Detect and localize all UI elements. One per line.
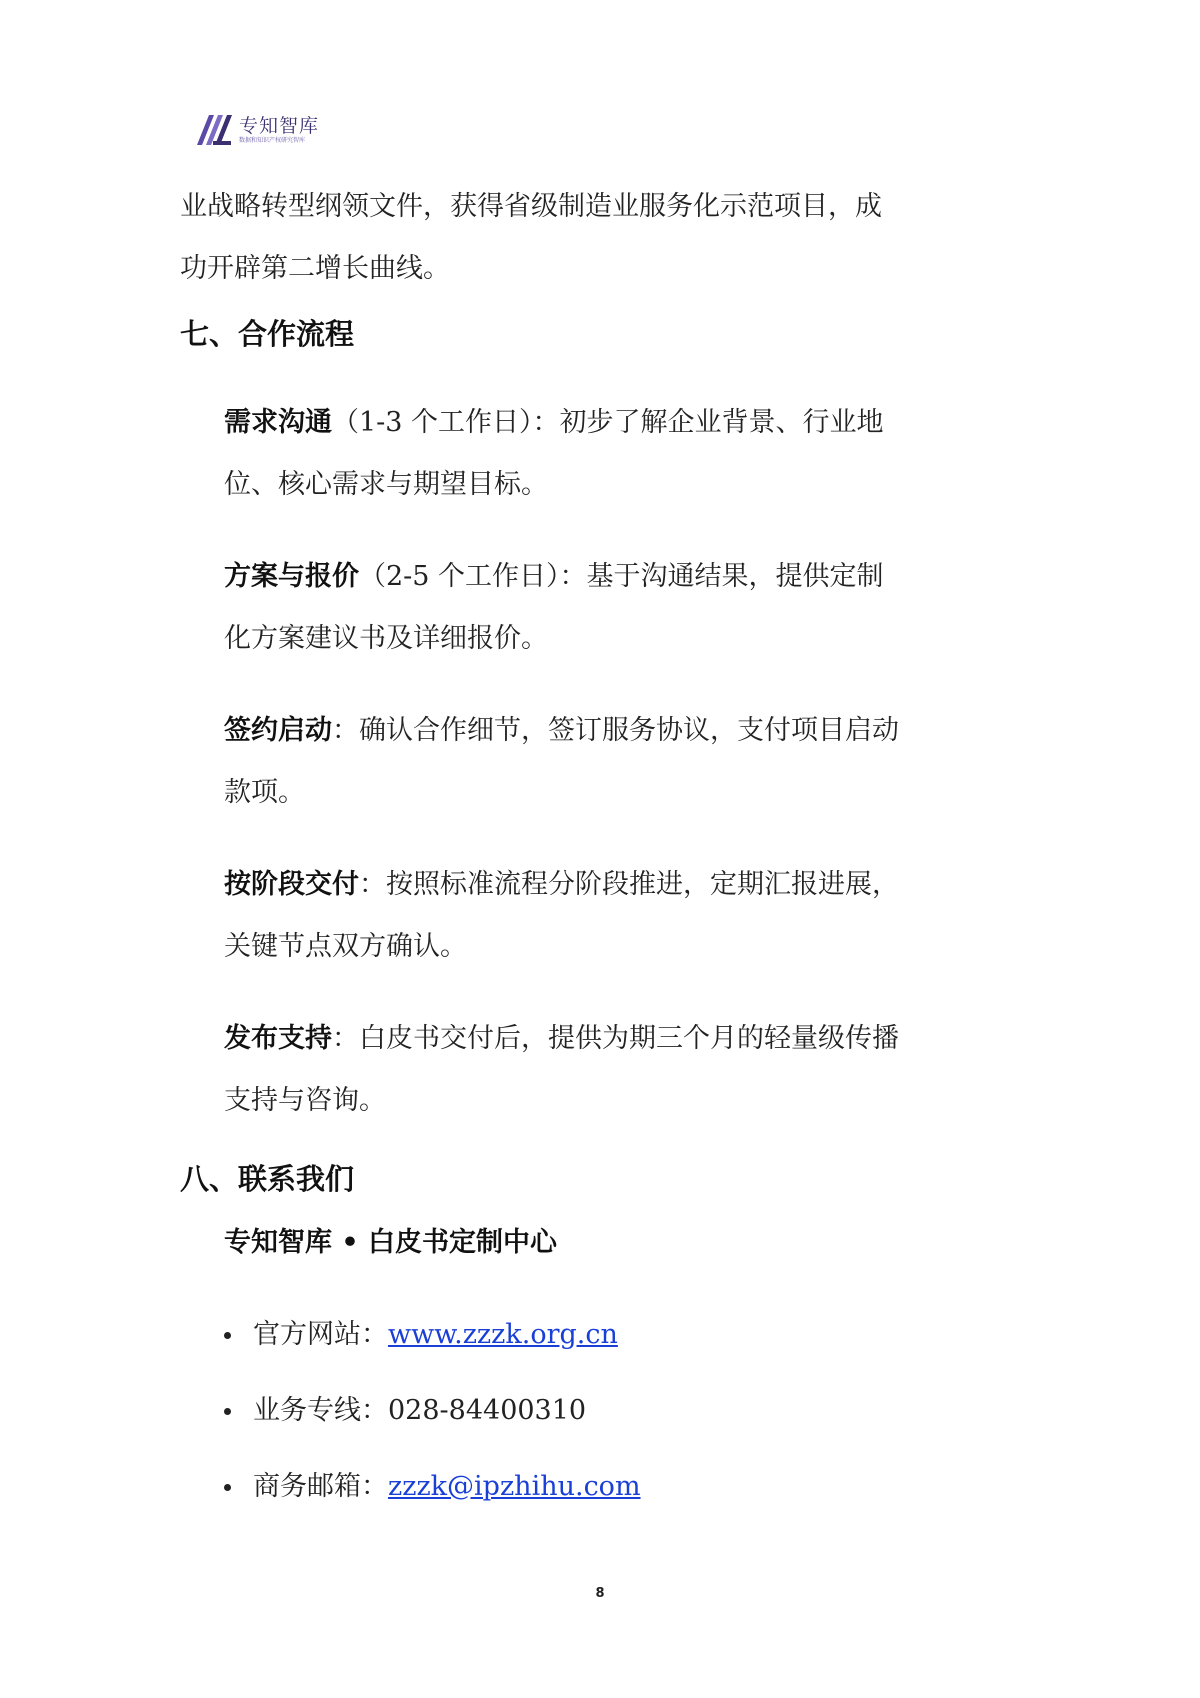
process-item-1 xyxy=(224,406,884,440)
contact-website-label: 官方网站： xyxy=(253,1319,388,1350)
intro-line-1: 业战略转型纲领文件，获得省级制造业服务化示范项目，成 xyxy=(180,191,882,222)
section-7-heading: 七、合作流程 xyxy=(180,317,355,351)
process-item-3-title: 签约启动 xyxy=(224,715,332,746)
website-link[interactable]: www.zzzk.org.cn xyxy=(388,1319,618,1350)
process-item-2 xyxy=(224,560,884,594)
process-item-3-cont: 款项。 xyxy=(224,777,305,808)
process-item-2-text: （2-5 个工作日）：基于沟通结果，提供定制 xyxy=(359,561,884,592)
process-item-4-cont: 关键节点双方确认。 xyxy=(224,931,467,962)
contact-org-title: 专知智库 • 白皮书定制中心 xyxy=(224,1227,558,1258)
process-item-2-cont: 化方案建议书及详细报价。 xyxy=(224,623,548,654)
intro-line-2: 功开辟第二增长曲线。 xyxy=(180,253,450,284)
header-logo xyxy=(195,110,319,150)
contact-phone-label: 业务专线： xyxy=(253,1395,388,1426)
bullet-icon xyxy=(224,1484,231,1491)
contact-email xyxy=(224,1470,641,1504)
email-link[interactable]: zzzk@ipzhihu.com xyxy=(388,1471,641,1502)
process-item-3-text: ：确认合作细节，签订服务协议，支付项目启动 xyxy=(332,715,899,746)
process-item-4-text: ：按照标准流程分阶段推进，定期汇报进展， xyxy=(359,869,899,900)
contact-phone xyxy=(224,1394,586,1428)
section-8-heading: 八、联系我们 xyxy=(180,1162,355,1196)
contact-phone-value: 028-84400310 xyxy=(388,1395,587,1426)
logo-subtitle: 数据和知识产权研究智库 xyxy=(239,137,306,144)
process-item-5 xyxy=(224,1022,899,1056)
process-item-2-title: 方案与报价 xyxy=(224,561,359,592)
contact-email-label: 商务邮箱： xyxy=(253,1471,388,1502)
logo-name: 专知智库 xyxy=(239,115,320,137)
process-item-1-cont: 位、核心需求与期望目标。 xyxy=(224,469,548,500)
process-item-5-text: ：白皮书交付后，提供为期三个月的轻量级传播 xyxy=(332,1023,899,1054)
process-item-5-title: 发布支持 xyxy=(224,1023,332,1054)
process-item-5-cont: 支持与咨询。 xyxy=(224,1085,386,1116)
page-number: 8 xyxy=(595,1586,605,1601)
bullet-icon xyxy=(224,1332,231,1339)
process-item-4 xyxy=(224,868,899,902)
process-item-3 xyxy=(224,714,899,748)
contact-website xyxy=(224,1318,618,1352)
bullet-icon xyxy=(224,1408,231,1415)
process-item-4-title: 按阶段交付 xyxy=(224,869,359,900)
process-item-1-title: 需求沟通 xyxy=(224,407,332,438)
process-item-1-text: （1-3 个工作日）：初步了解企业背景、行业地 xyxy=(332,407,884,438)
logo-mark-icon xyxy=(195,111,233,149)
